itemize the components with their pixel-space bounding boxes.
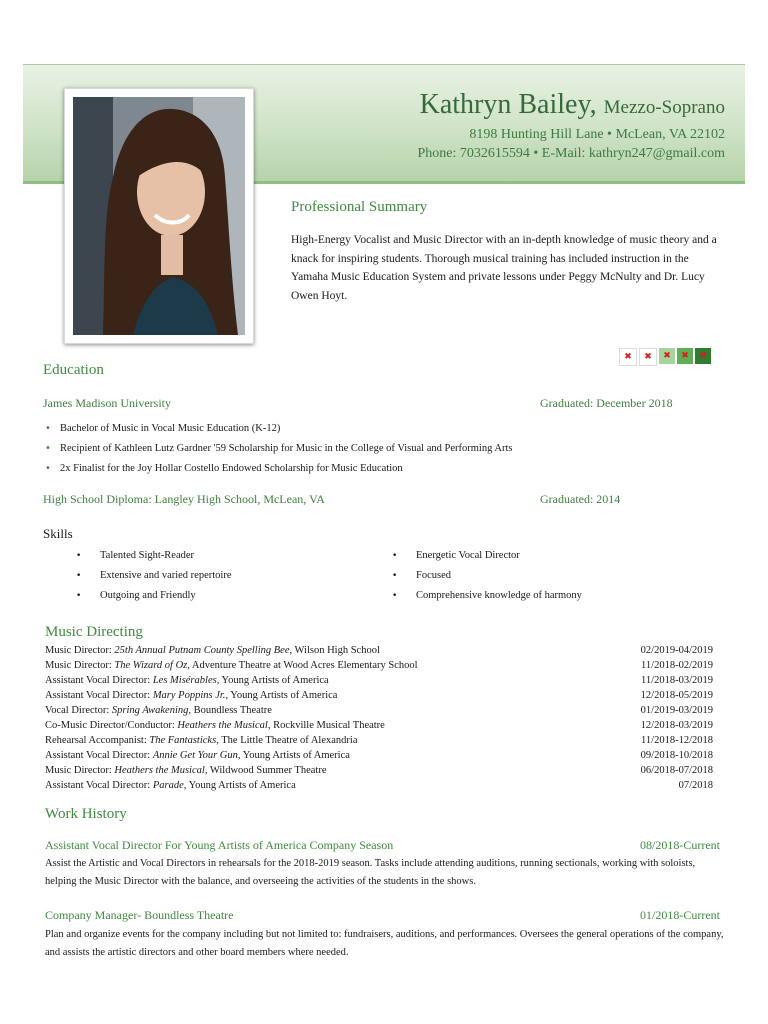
show-title: Parade [152, 780, 184, 791]
role: Assistant Vocal Director: [45, 780, 153, 791]
music-directing-list [45, 643, 713, 793]
skills-heading: Skills [43, 526, 73, 541]
university-name: James Madison University [43, 396, 171, 410]
list-item [45, 673, 713, 688]
portrait-photo [73, 97, 245, 335]
venue: , Young Artists of America [237, 750, 350, 761]
list-item [45, 718, 713, 733]
education-heading: Education [43, 362, 104, 378]
job-title: Assistant Vocal Director For Young Artists of America Company Season [45, 838, 394, 852]
role: Rehearsal Accompanist: [45, 735, 150, 746]
list-item: • Extensive and varied repertoire [76, 566, 231, 586]
portrait-illustration [73, 97, 245, 335]
job-date: 08/2018-Current [640, 838, 720, 852]
header-contact-block [418, 88, 725, 163]
candidate-name [418, 88, 725, 125]
date: 02/2019-04/2019 [640, 645, 713, 656]
venue: , Rockville Musical Theatre [267, 720, 385, 731]
full-name: Kathryn Bailey, [419, 89, 597, 120]
show-title: Heathers the Musical [177, 720, 268, 731]
list-item: • Comprehensive knowledge of harmony [392, 586, 582, 606]
list-item [45, 763, 713, 778]
job-description: Assist the Artistic and Vocal Directors in rehearsals for the 2018-2019 season. Tasks include attending auditions, running sectionals, working with soloists, helping the Music Director with the balance, and overseeing the activities of the students in the shows. [45, 858, 696, 887]
role: Music Director: [45, 660, 115, 671]
voice-type: Mezzo-Soprano [603, 97, 725, 118]
venue: , Young Artists of America [225, 690, 338, 701]
portrait-frame [64, 88, 254, 344]
show-title: Heathers the Musical [114, 765, 205, 776]
venue: , Wildwood Summer Theatre [204, 765, 327, 776]
show-title: 25th Annual Putnam County Spelling Bee [114, 645, 290, 656]
list-item [45, 643, 713, 658]
venue: , Young Artists of America [216, 675, 329, 686]
date: 12/2018-03/2019 [640, 720, 713, 731]
list-item [45, 778, 713, 793]
date: 11/2018-03/2019 [641, 675, 713, 686]
list-item [45, 688, 713, 703]
x-icon: ✖ [695, 348, 711, 364]
list-item [45, 733, 713, 748]
date: 07/2018 [678, 780, 713, 791]
show-title: The Wizard of Oz [114, 660, 188, 671]
date: 09/2018-10/2018 [640, 750, 713, 761]
role: Music Director: [45, 765, 115, 776]
work-history-heading: Work History [45, 806, 127, 822]
role: Music Director: [45, 645, 115, 656]
show-title: Mary Poppins Jr. [152, 690, 226, 701]
job-description: Plan and organize events for the company including but not limited to: fundraisers, auditions, and performances. Oversees the general operations of the company, and assists the artistic directors and other board members where needed. [45, 929, 724, 958]
venue: , The Little Theatre of Alexandria [216, 735, 358, 746]
high-school-date: Graduated: 2014 [540, 492, 621, 506]
list-item [45, 748, 713, 763]
list-item: • Talented Sight-Reader [76, 546, 231, 566]
list-item: • Recipient of Kathleen Lutz Gardner '59 Scholarship for Music in the College of Visual and Performing Arts [45, 439, 512, 459]
date: 11/2018-12/2018 [641, 735, 713, 746]
university-date: Graduated: December 2018 [540, 396, 673, 410]
list-item: • Focused [392, 566, 582, 586]
date: 12/2018-05/2019 [640, 690, 713, 701]
role: Assistant Vocal Director: [45, 750, 153, 761]
list-item: • 2x Finalist for the Joy Hollar Costello Endowed Scholarship for Music Education [45, 459, 512, 479]
show-title: Annie Get Your Gun [152, 750, 238, 761]
phone-email: Phone: 7032615594 • E-Mail: kathryn247@gmail.com [417, 146, 725, 161]
role: Assistant Vocal Director: [45, 675, 153, 686]
x-icon: ✖ [639, 348, 657, 366]
address: 8198 Hunting Hill Lane • McLean, VA 22102 [469, 127, 725, 142]
list-item: • Outgoing and Friendly [76, 586, 231, 606]
date: 01/2019-03/2019 [640, 705, 713, 716]
date: 11/2018-02/2019 [641, 660, 713, 671]
high-school: High School Diploma: Langley High School, McLean, VA [43, 492, 325, 506]
x-icon: ✖ [659, 348, 675, 364]
role: Co-Music Director/Conductor: [45, 720, 178, 731]
summary-text: High-Energy Vocalist and Music Director with an in-depth knowledge of music theory and a knack for inspiring students. Thorough musical training has included instruction in the Yamaha Music Education System and private lessons under Peggy McNulty and Dr. Lucy Owen Hoyt. [291, 234, 717, 302]
list-item [45, 658, 713, 673]
venue: , Young Artists of America [183, 780, 296, 791]
skills-left-list [76, 546, 231, 606]
role: Vocal Director: [45, 705, 112, 716]
music-directing-heading: Music Directing [45, 624, 143, 640]
show-title: Les Misérables [152, 675, 217, 686]
venue: , Boundless Theatre [188, 705, 272, 716]
job-title: Company Manager- Boundless Theatre [45, 908, 234, 922]
date: 06/2018-07/2018 [640, 765, 713, 776]
rating-icons [619, 348, 711, 366]
show-title: Spring Awakening [111, 705, 189, 716]
venue: , Wilson High School [289, 645, 380, 656]
list-item: • Bachelor of Music in Vocal Music Education (K-12) [45, 419, 512, 439]
list-item [45, 703, 713, 718]
venue: , Adventure Theatre at Wood Acres Elementary School [187, 660, 418, 671]
list-item: • Energetic Vocal Director [392, 546, 582, 566]
skills-right-list [392, 546, 582, 606]
role: Assistant Vocal Director: [45, 690, 153, 701]
x-icon: ✖ [619, 348, 637, 366]
summary-heading: Professional Summary [291, 199, 428, 215]
job-date: 01/2018-Current [640, 908, 720, 922]
x-icon: ✖ [677, 348, 693, 364]
education-bullets [45, 419, 512, 479]
show-title: The Fantasticks [149, 735, 217, 746]
